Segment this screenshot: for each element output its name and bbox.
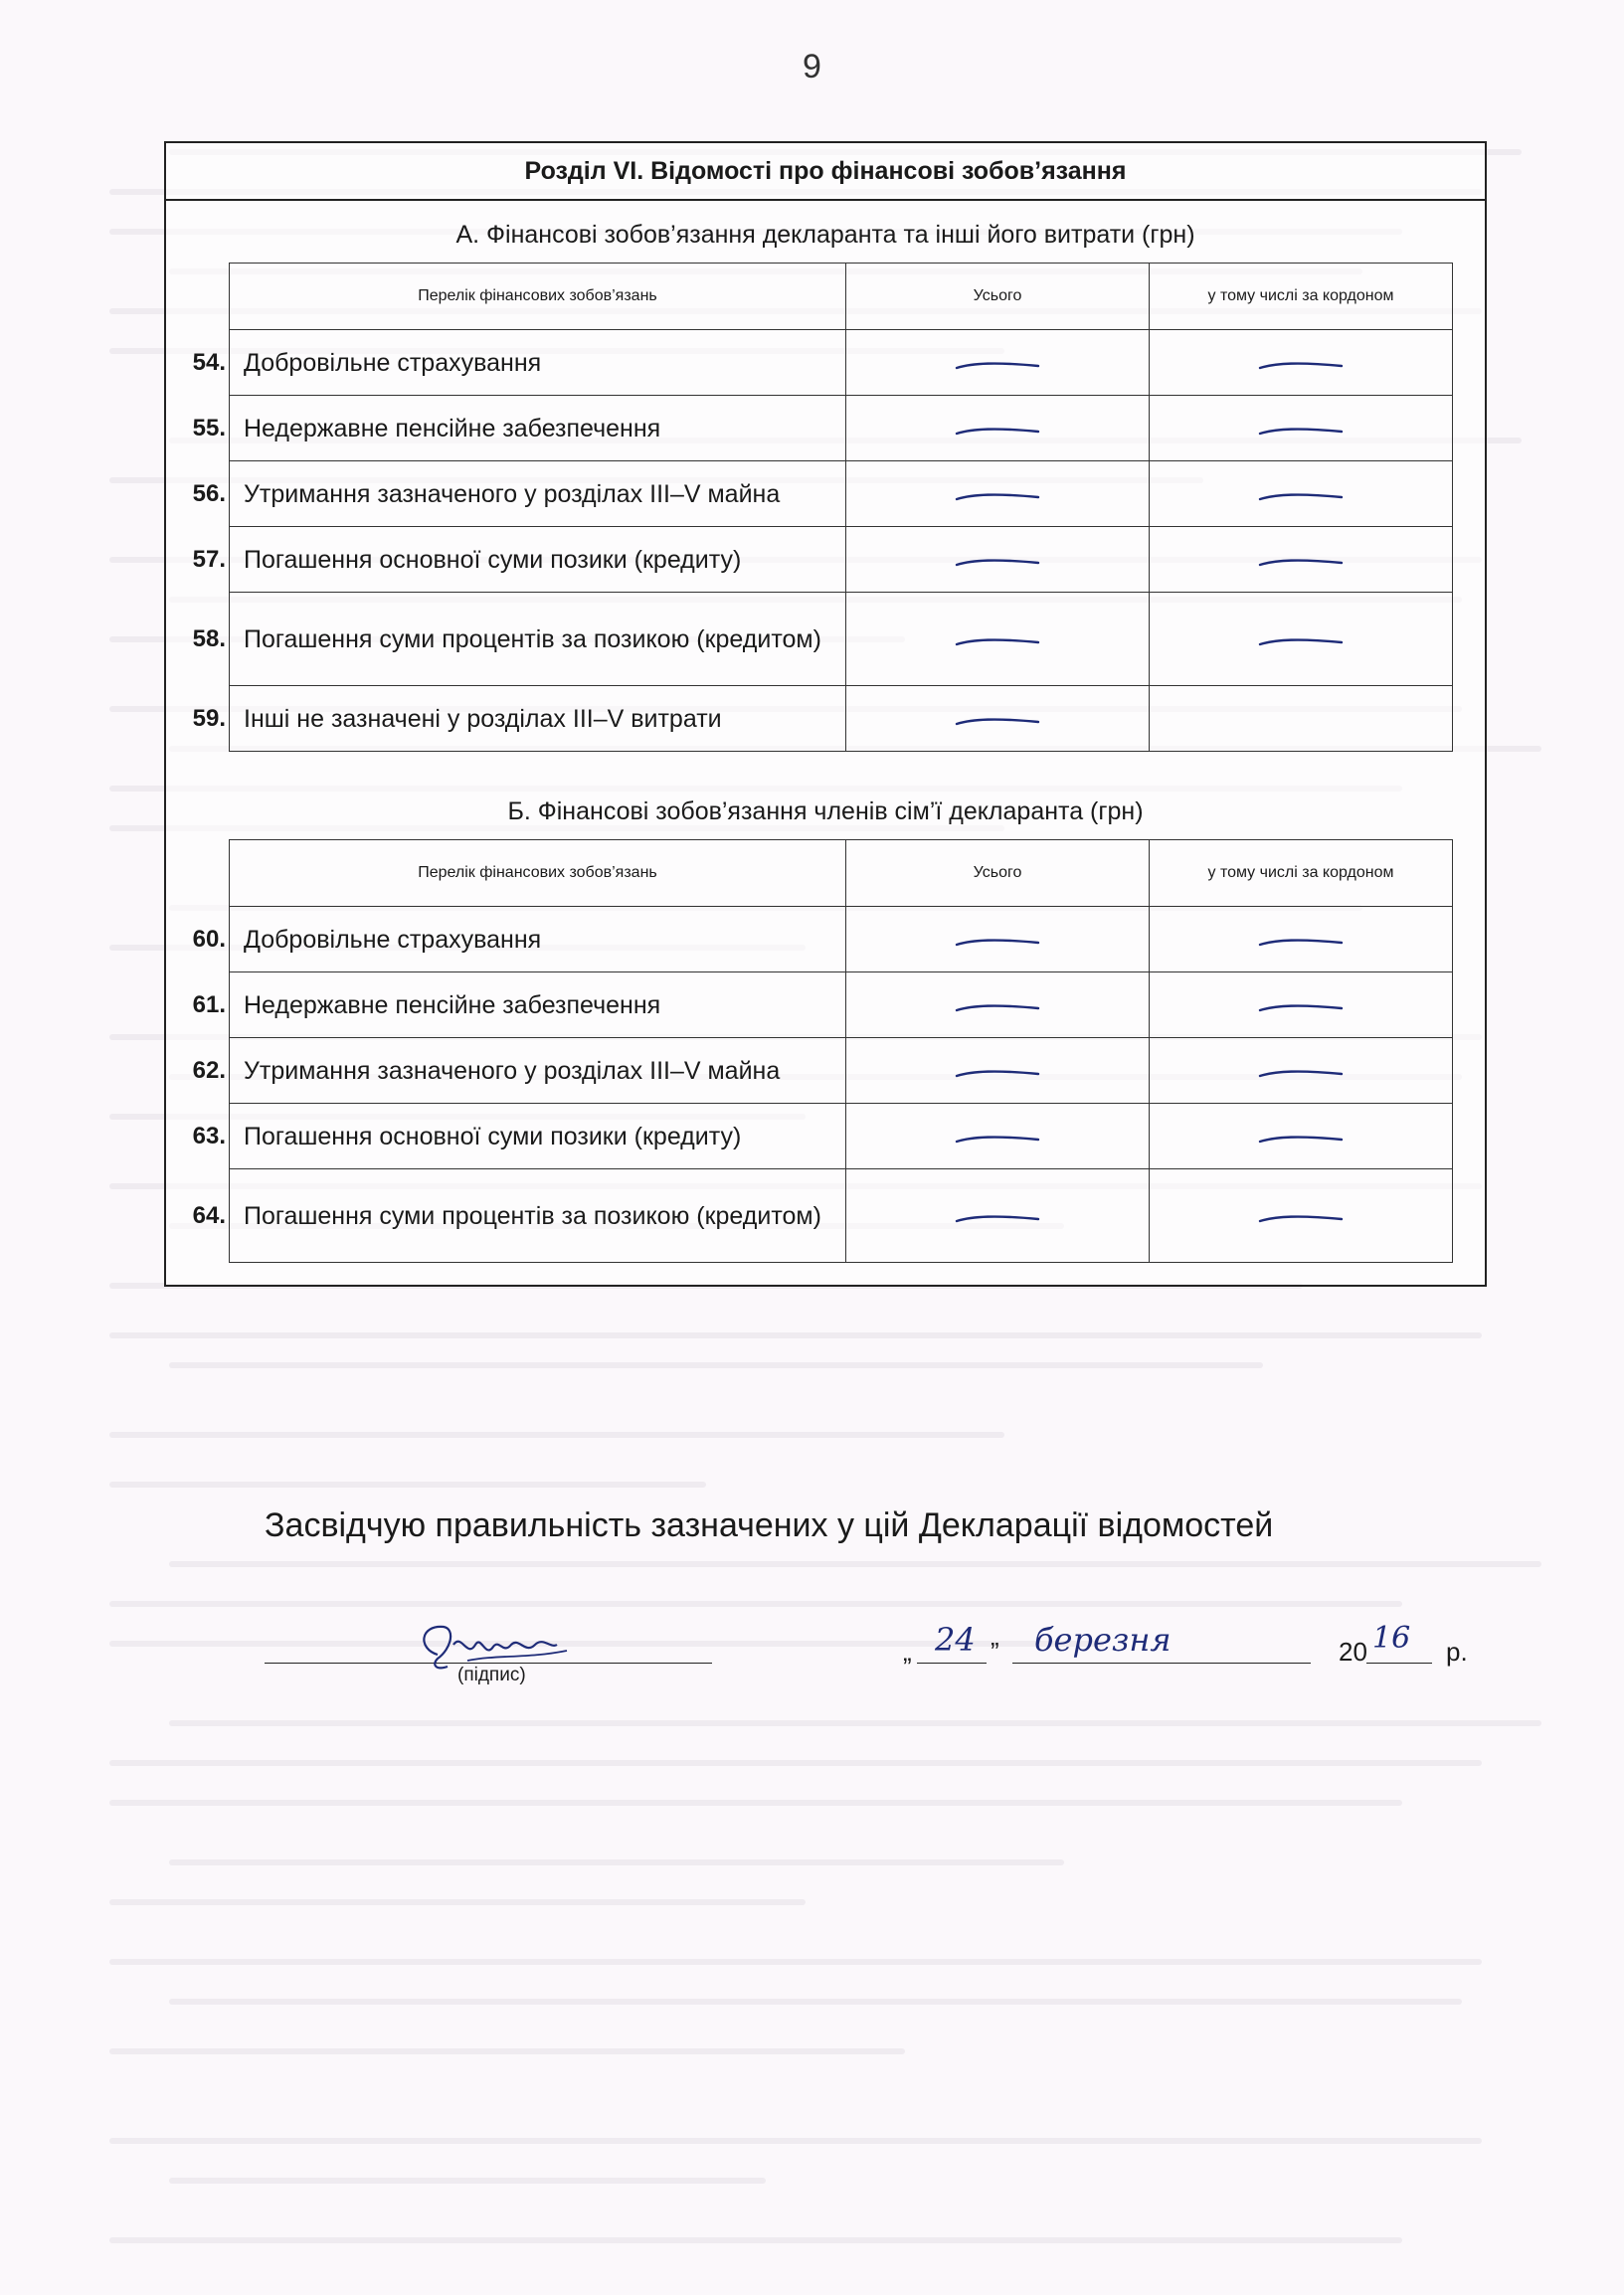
abroad-value bbox=[1150, 373, 1151, 374]
bleed-line bbox=[109, 1482, 706, 1488]
bleed-line bbox=[109, 1959, 1482, 1965]
section-vi-frame bbox=[164, 141, 1487, 1287]
total-value bbox=[846, 570, 847, 571]
year-line bbox=[1366, 1663, 1432, 1664]
row-label: Недержавне пенсійне забезпечення bbox=[244, 414, 661, 442]
date-open-quote: „ bbox=[903, 1637, 912, 1667]
total-value bbox=[846, 1081, 847, 1082]
part-a-title: А. Фінансові зобов’язання декларанта та інші його витрати (грн) bbox=[455, 221, 1195, 249]
handwritten-dash-icon bbox=[1256, 1212, 1346, 1226]
handwritten-dash-icon bbox=[1256, 490, 1346, 504]
handwritten-dash-icon bbox=[953, 1212, 1042, 1226]
abroad-cell bbox=[1150, 1104, 1453, 1169]
total-cell bbox=[846, 1169, 1150, 1263]
handwritten-dash-icon bbox=[953, 425, 1042, 439]
row-number: 58. bbox=[192, 624, 226, 652]
row-label: Інші не зазначені у розділах III–V витрати bbox=[244, 704, 722, 733]
abroad-cell bbox=[1150, 527, 1453, 593]
handwritten-dash-icon bbox=[953, 1133, 1042, 1147]
total-cell bbox=[846, 593, 1150, 686]
total-cell bbox=[846, 396, 1150, 461]
abroad-cell bbox=[1150, 1038, 1453, 1104]
total-cell bbox=[846, 907, 1150, 972]
abroad-value bbox=[1150, 439, 1151, 440]
table-row bbox=[230, 527, 1453, 593]
part-b-header-row bbox=[230, 840, 1453, 907]
table-row bbox=[230, 972, 1453, 1038]
bleed-line bbox=[109, 1332, 1482, 1338]
row-label: Добровільне страхування bbox=[244, 925, 542, 954]
obligation-cell bbox=[192, 972, 846, 1038]
row-number: 55. bbox=[192, 414, 226, 441]
handwritten-dash-icon bbox=[1256, 1067, 1346, 1081]
obligation-cell bbox=[192, 527, 846, 593]
total-value bbox=[846, 950, 847, 951]
year-prefix: 20 bbox=[1339, 1637, 1367, 1667]
obligation-cell bbox=[192, 461, 846, 527]
abroad-value bbox=[1150, 1081, 1151, 1082]
obligation-cell bbox=[192, 1169, 846, 1263]
row-number: 59. bbox=[192, 704, 226, 732]
handwritten-dash-icon bbox=[1256, 1001, 1346, 1015]
total-value bbox=[846, 373, 847, 374]
obligation-cell bbox=[192, 907, 846, 972]
abroad-value bbox=[1150, 1015, 1151, 1016]
row-number: 62. bbox=[192, 1056, 226, 1084]
abroad-value bbox=[1150, 1147, 1151, 1148]
handwritten-dash-icon bbox=[953, 936, 1042, 950]
total-value bbox=[846, 1147, 847, 1148]
bleed-line bbox=[109, 1601, 1402, 1607]
handwritten-dash-icon bbox=[953, 1067, 1042, 1081]
table-row bbox=[230, 907, 1453, 972]
bleed-line bbox=[109, 1899, 806, 1905]
row-number: 61. bbox=[192, 990, 226, 1018]
total-value bbox=[846, 649, 847, 650]
bleed-line bbox=[169, 2178, 766, 2184]
row-label: Утримання зазначеного у розділах III–V майна bbox=[244, 479, 781, 508]
obligation-cell bbox=[192, 1104, 846, 1169]
total-cell bbox=[846, 686, 1150, 752]
row-label: Недержавне пенсійне забезпечення bbox=[244, 990, 661, 1019]
row-number: 63. bbox=[192, 1122, 226, 1149]
total-value bbox=[846, 504, 847, 505]
abroad-value bbox=[1150, 1226, 1151, 1227]
total-cell bbox=[846, 972, 1150, 1038]
bleed-line bbox=[109, 1800, 1402, 1806]
part-a-header-row bbox=[230, 264, 1453, 330]
row-label: Утримання зазначеного у розділах III–V майна bbox=[244, 1056, 781, 1085]
handwritten-dash-icon bbox=[953, 359, 1042, 373]
handwritten-dash-icon bbox=[953, 490, 1042, 504]
bleed-line bbox=[169, 1999, 1462, 2005]
obligation-cell bbox=[192, 1038, 846, 1104]
total-cell bbox=[846, 461, 1150, 527]
handwritten-dash-icon bbox=[1256, 425, 1346, 439]
part-b-table bbox=[192, 839, 1453, 1263]
bleed-line bbox=[169, 1720, 1541, 1726]
abroad-cell bbox=[1150, 686, 1453, 752]
day-line bbox=[917, 1663, 987, 1664]
table-row bbox=[230, 1169, 1453, 1263]
bleed-line bbox=[109, 1760, 1482, 1766]
handwritten-dash-icon bbox=[1256, 936, 1346, 950]
total-value bbox=[846, 729, 847, 730]
page-number: 9 bbox=[803, 48, 821, 86]
row-number: 57. bbox=[192, 545, 226, 573]
date-month: березня bbox=[1034, 1621, 1172, 1659]
abroad-value bbox=[1150, 504, 1151, 505]
bleed-line bbox=[109, 2237, 1402, 2243]
signature-date-row bbox=[0, 1621, 1624, 1700]
table-row bbox=[230, 686, 1453, 752]
abroad-cell bbox=[1150, 1169, 1453, 1263]
abroad-value bbox=[1150, 570, 1151, 571]
row-label: Погашення основної суми позики (кредиту) bbox=[244, 1122, 742, 1150]
abroad-cell bbox=[1150, 330, 1453, 396]
table-row bbox=[230, 593, 1453, 686]
total-cell bbox=[846, 1038, 1150, 1104]
handwritten-dash-icon bbox=[1256, 359, 1346, 373]
row-label: Погашення суми процентів за позикою (кредитом) bbox=[244, 624, 821, 653]
handwritten-dash-icon bbox=[953, 635, 1042, 649]
handwritten-dash-icon bbox=[953, 556, 1042, 570]
header-abroad: у тому числі за кордоном bbox=[1150, 264, 1453, 330]
abroad-cell bbox=[1150, 972, 1453, 1038]
year-unit: р. bbox=[1446, 1637, 1468, 1667]
signature-caption: (підпис) bbox=[457, 1665, 526, 1685]
total-value bbox=[846, 439, 847, 440]
handwritten-dash-icon bbox=[1256, 1133, 1346, 1147]
header-abroad: у тому числі за кордоном bbox=[1150, 840, 1453, 907]
row-number: 60. bbox=[192, 925, 226, 953]
header-total: Усього bbox=[846, 264, 1150, 330]
part-b-title: Б. Фінансові зобов’язання членів сім’ї декларанта (грн) bbox=[507, 797, 1144, 825]
bleed-line bbox=[169, 1859, 1064, 1865]
obligation-cell bbox=[192, 396, 846, 461]
section-title: Розділ VI. Відомості про фінансові зобов’язання bbox=[166, 143, 1485, 201]
month-line bbox=[1012, 1663, 1311, 1664]
bleed-line bbox=[109, 1432, 1004, 1438]
obligation-cell bbox=[192, 330, 846, 396]
row-number: 56. bbox=[192, 479, 226, 507]
abroad-cell bbox=[1150, 461, 1453, 527]
date-day: 24 bbox=[935, 1621, 976, 1659]
row-label: Погашення основної суми позики (кредиту) bbox=[244, 545, 742, 574]
table-row bbox=[230, 1038, 1453, 1104]
header-list: Перелік фінансових зобов’язань bbox=[230, 840, 846, 907]
abroad-cell bbox=[1150, 396, 1453, 461]
row-number: 64. bbox=[192, 1201, 226, 1229]
year-suffix: 16 bbox=[1372, 1621, 1411, 1656]
table-row bbox=[230, 1104, 1453, 1169]
bleed-line bbox=[169, 1362, 1263, 1368]
bleed-line bbox=[169, 1561, 1541, 1567]
abroad-cell bbox=[1150, 907, 1453, 972]
table-row bbox=[230, 396, 1453, 461]
table-row bbox=[230, 330, 1453, 396]
row-label: Добровільне страхування bbox=[244, 348, 542, 377]
confirmation-statement: Засвідчую правильність зазначених у цій Декларації відомостей bbox=[265, 1506, 1274, 1544]
total-value bbox=[846, 1226, 847, 1227]
header-total: Усього bbox=[846, 840, 1150, 907]
obligation-cell bbox=[192, 593, 846, 686]
total-value bbox=[846, 1015, 847, 1016]
obligation-cell bbox=[192, 686, 846, 752]
handwritten-dash-icon bbox=[953, 715, 1042, 729]
handwritten-dash-icon bbox=[1256, 556, 1346, 570]
handwritten-dash-icon bbox=[953, 1001, 1042, 1015]
bleed-line bbox=[109, 2138, 1482, 2144]
header-list: Перелік фінансових зобов’язань bbox=[230, 264, 846, 330]
row-label: Погашення суми процентів за позикою (кредитом) bbox=[244, 1201, 821, 1230]
total-cell bbox=[846, 527, 1150, 593]
table-row bbox=[230, 461, 1453, 527]
date-close-quote: ” bbox=[991, 1637, 999, 1667]
total-cell bbox=[846, 1104, 1150, 1169]
abroad-value bbox=[1150, 950, 1151, 951]
abroad-value bbox=[1150, 649, 1151, 650]
handwritten-dash-icon bbox=[1256, 635, 1346, 649]
row-number: 54. bbox=[192, 348, 226, 376]
bleed-line bbox=[109, 2048, 905, 2054]
abroad-cell bbox=[1150, 593, 1453, 686]
total-cell bbox=[846, 330, 1150, 396]
part-a-table bbox=[192, 263, 1453, 752]
